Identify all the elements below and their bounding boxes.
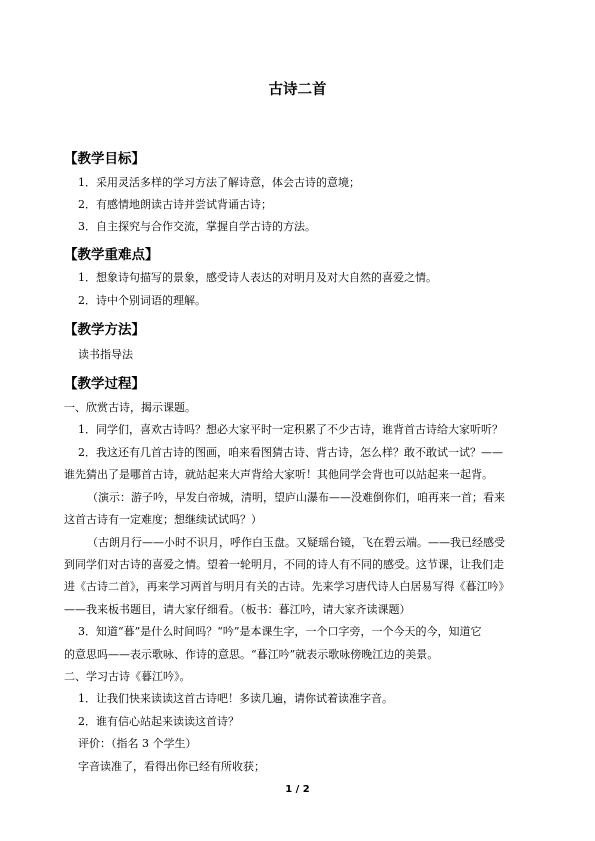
section-heading-objectives: 【教学目标】 — [64, 151, 145, 167]
process-line: 一、欣赏古诗，揭示课题。 — [64, 401, 196, 414]
process-line: 1．让我们快来读读这首古诗吧！多读几遍，请你试着读准字音。 — [78, 692, 393, 705]
process-line: 1．同学们，喜欢古诗吗？想必大家平时一定积累了不少古诗，谁背首古诗给大家听听？ — [78, 423, 503, 436]
document-title: 古诗二首 — [268, 82, 327, 98]
process-line: （演示：游子吟，早发白帝城，清明，望庐山瀑布——没难倒你们，咱再来一首；看来 — [87, 491, 505, 504]
process-line: 评价：（指名 3 个学生） — [78, 737, 197, 750]
process-line: 二、学习古诗《暮江吟》。 — [64, 670, 191, 683]
process-line: 2．谁有信心站起来读读这首诗？ — [78, 715, 239, 728]
process-line: 进《古诗二首》，再来学习两首与明月有关的古诗。先来学习唐代诗人白居易写得《暮江吟》 — [64, 580, 510, 593]
process-line: （古朗月行——小时不识月，呼作白玉盘。又疑瑶台镜，飞在碧云端。——我已经感受 — [87, 536, 505, 549]
process-line: 2．我这还有几首古诗的图画，咱来看图猜古诗、背古诗，怎么样？敢不敢试一试？—— — [78, 446, 503, 459]
process-line: 字音读准了，看得出你已经有所收获； — [78, 760, 265, 773]
process-line: 这首古诗有一定难度；想继续试试吗？） — [64, 513, 262, 526]
process-line: 到同学们对古诗的喜爱之情。望着一轮明月，不同的诗人有不同的感受。这节课，让我们走 — [64, 558, 504, 571]
process-line: 谁先猜出了是哪首古诗，就站起来大声背给大家听！其他同学会背也可以站起来一起背。 — [64, 468, 493, 481]
objective-item-2: 2．有感情地朗读古诗并尝试背诵古诗； — [78, 198, 272, 211]
section-heading-methods: 【教学方法】 — [64, 322, 145, 338]
key-point-item-1: 1．想象诗句描写的景象，感受诗人表达的对明月及对大自然的喜爱之情。 — [78, 271, 437, 284]
section-heading-process: 【教学过程】 — [64, 376, 145, 392]
key-point-item-2: 2．诗中个别词语的理解。 — [78, 294, 206, 307]
process-line: 的意思吗——表示歌咏、作诗的意思。“暮江吟”就表示歌咏傍晚江边的美景。 — [64, 648, 439, 661]
objective-item-3: 3．自主探究与合作交流，掌握自学古诗的方法。 — [78, 220, 316, 233]
process-line: ——我来板书题目，请大家仔细看。（板书：暮江吟，请大家齐读课题） — [64, 603, 411, 616]
objective-item-1: 1．采用灵活多样的学习方法了解诗意，体会古诗的意境； — [78, 176, 360, 189]
section-heading-key-points: 【教学重难点】 — [64, 247, 159, 263]
method-text: 读书指导法 — [78, 348, 133, 361]
page-number: 1 / 2 — [285, 784, 310, 795]
process-line: 3．知道“暮”是什么时间吗？“吟”是本课生字，一个口字旁，一个今天的今，知道它 — [78, 625, 482, 638]
